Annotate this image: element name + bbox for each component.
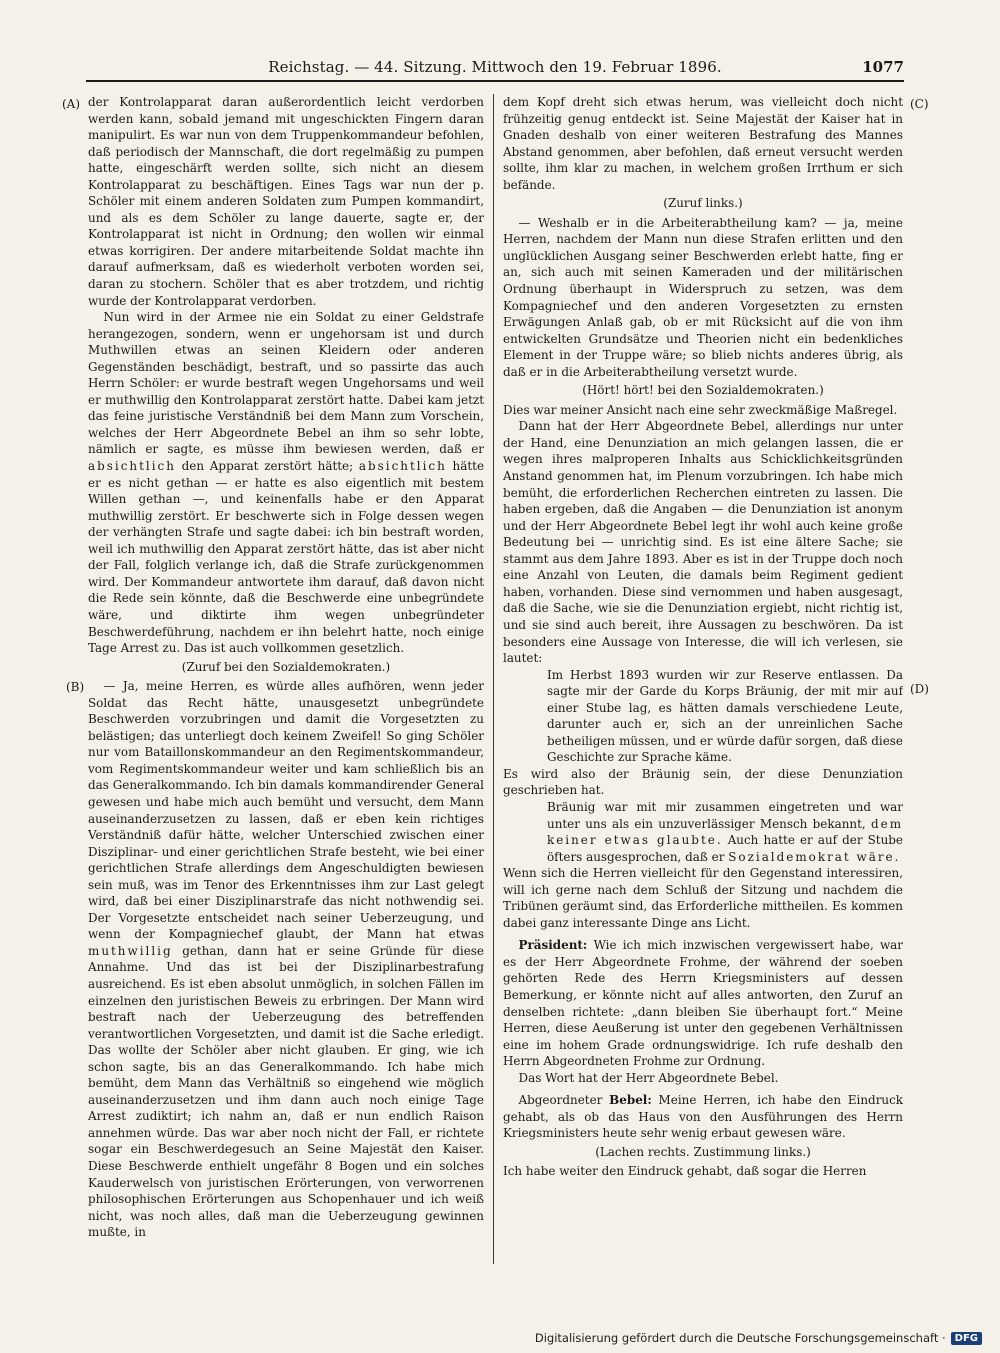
right-paragraph-3: Dies war meiner Ansicht nach eine sehr zweckmäßige Maßregel. [503, 402, 898, 417]
margin-marker-a: (A) [62, 97, 81, 111]
interjection: (Zuruf links.) [663, 196, 743, 211]
text-run: Nun wird in der Armee nie ein Soldat zu einer Geldstrafe herangezogen, sondern, wenn er ungehorsam ist und durch Muthwillen etwas an seinen Kleidern oder anderen Gegenständen beschädigt, bestraft, und so passirte das auch Herrn Schöler: er wurde bestraft wegen Ungehorsams und weil er muthwillig den Kontrolapparat zerstört hatte. Dabei kam jetzt das feine juristische Verständniß bei dem Mann zum Vorschein, welches der Herr Abgeordnete Bebel an ihm so sehr lobte, nämlich er sagte, es müsse ihm bewiesen werden, daß er [88, 310, 484, 457]
speaker-label: Bebel: [609, 1093, 652, 1108]
page-title: Reichstag. — 44. Sitzung. Mittwoch den 19. Februar 1896. [268, 58, 722, 76]
page-number: 1077 [862, 58, 904, 76]
text-run: gethan, dann hat er seine Gründe für diese Annahme. Und das ist bei der Disziplinarbestrafung ausreichend. Es ist eben absolut unmöglich, in solchen Fällen im einzelnen den juristischen Beweis zu erbringen. Der Mann wird bestraft nach der Ueberzeugung des betreffenden verantwortlichen Vorgesetzten, und damit ist die Sache erledigt. Das wollte der Schöler aber nicht glauben. Er ging, wie ich schon sagte, bis an das Generalkommando. Ich habe mich bemüht, dem Mann das Verhältniß so eingehend wie möglich auseinanderzusetzen und ihm dann auch noch einige Tage Arrest zudiktirt; ich nahm an, daß er nun endlich Raison annehmen würde. Das war aber noch nicht der Fall, er richtete sogar ein Beschwerdegesuch an Seine Majestät den Kaiser. Diese Beschwerde enthielt ungefähr 8 Bogen und ein solches Kauderwelsch von juristischen Erörterungen, von verworrenen philosophischen Erörterungen aus Schopenhauer und ich weiß nicht, was noch alles, daß man die Ueberzeugung gewinnen mußte, in [88, 943, 484, 1240]
text-run: hätte er es nicht gethan — er hatte es also eigentlich mit bestem Willen gethan —, und keinenfalls habe er den Apparat muthwillig zerstört. Er beschwerte sich in Folge dessen wegen der verhängten Strafe und sagte dabei: ich bin bestraft worden, weil ich muthwillig den Apparat zerstört hätte, das ist aber nicht der Fall, folglich verlange ich, daß die Strafe zurückgenommen wird. Der Kommandeur antwortete ihm darauf, daß davon nicht die Rede sein könnte, daß die Beschwerde eine unbegründete wäre, und diktirte ihm wegen unbegründeter Beschwerdeführung, nachdem er ihn belehrt hatte, noch einige Tage Arrest zu. Das ist auch vollkommen gesetzlich. [88, 459, 484, 656]
emphasis-run: absichtlich [88, 459, 176, 474]
emphasis-run: dem keiner etwas glaubte. [547, 816, 903, 848]
footer-text: Digitalisierung gefördert durch die Deutsche Forschungsgemeinschaft · [534, 1331, 946, 1345]
right-paragraph-8: Das Wort hat der Herr Abgeordnete Bebel. [518, 1070, 779, 1085]
text-run: Meine Herren, ich habe den Eindruck gehabt, als ob das Haus von den Ausführungen des Herrn Kriegsministers heute sehr wenig erbaut gewesen wäre. [503, 1093, 903, 1141]
emphasis-run: Sozialdemokrat wäre. [728, 849, 901, 864]
margin-marker-b: (B) [66, 680, 85, 694]
text-run: — Ja, meine Herren, es würde alles aufhören, wenn jeder Soldat das Recht hätte, unausgesetzt unbegründete Beschwerden vorzubringen und damit die Vorgesetzten zu belästigen; das unterliegt doch keinem Zweifel! So ging Schöler nur vom Bataillonskommandeur an den Regimentskommandeur, vom Regimentskommandeur weiter und kam schließlich bis an das Generalkommando. Ich bin damals kommandirender General gewesen und habe mich auch bemüht und versucht, dem Mann auseinanderzusetzen zu lassen, daß er eben kein richtiges Verständniß dafür hätte, welcher Unterschied zwischen einer Disziplinar- und einer gerichtlichen Strafe besteht, wie bei einer gerichtlichen Strafe allerdings dem Angeschuldigten bewiesen sein muß, was im Tenor des Erkenntnisses ihm zur Last gelegt wird, daß bei einer Disziplinarstrafe das nicht nothwendig sei. Der Vorgesetzte entscheidet nach seiner Ueberzeugung, und wenn der Kompagniechef glaubt, der Mann hat etwas [88, 679, 484, 942]
right-paragraph-2: — Weshalb er in die Arbeiterabtheilung kam? — ja, meine Herren, nachdem der Mann nun diese Strafen erlitten und den unglücklichen Ausgang seiner Beschwerden erlebt hatte, fing er an, sich auch mit seinen Kameraden und der militärischen Ordnung überhaupt in Widerspruch zu setzen, was dem Kompagniechef und den anderen Vorgesetzten zu ernsten Erwägungen Anlaß gab, ob er mit Rücksicht auf die von ihm entwickelten Grundsätze und Theorien nicht ein bedenkliches Element in der Truppe wäre; so blieb nichts anderes übrig, als daß er in die Arbeiterabtheilung versetzt wurde. [503, 215, 903, 379]
right-paragraph-10: Ich habe weiter den Eindruck gehabt, daß sogar die Herren [503, 1164, 867, 1179]
margin-marker-c: (C) [910, 97, 929, 111]
page-header [86, 56, 904, 78]
quotation-1: Im Herbst 1893 wurden wir zur Reserve entlassen. Da sagte mir der Garde du Korps Bräunig, der mit mir auf einer Stube lag, es hätten damals verschiedene Leute, darunter auch er, sich an der unreinlichen Sache betheiligen müssen, und er würde dafür sorgen, daß diese Geschichte zur Sprache käme. [547, 667, 903, 765]
speaker-prefix: Abgeordneter [518, 1093, 603, 1108]
column-divider [493, 94, 494, 1264]
speaker-label: Präsident: [518, 938, 588, 953]
header-rule [86, 80, 904, 82]
left-column [88, 94, 484, 1262]
right-paragraph-5: Es wird also der Bräunig sein, der diese Denunziation geschrieben hat. [503, 766, 903, 798]
interjection: (Hört! hört! bei den Sozialdemokraten.) [582, 383, 824, 398]
margin-marker-d: (D) [910, 682, 929, 696]
interjection: (Lachen rechts. Zustimmung links.) [595, 1144, 811, 1159]
right-column [503, 94, 903, 1262]
text-run: Bräunig war mit mir zusammen eingetreten und war unter uns als ein unzuverlässiger Mensch bekannt, [547, 799, 903, 831]
right-paragraph-4: Dann hat der Herr Abgeordnete Bebel, allerdings nur unter der Hand, eine Denunziation an mich gelangen lassen, die er wegen ihres malproperen Inhalts aus Schicklichkeitsgründen Anstand genommen hat, im Plenum vorzubringen. Ich habe mich bemüht, die erforderlichen Recherchen eintreten zu lassen. Die haben ergeben, daß die Angaben — die Denunziation ist anonym und der Herr Abgeordnete Bebel legt ihr wohl auch keine große Bedeutung bei — unrichtig sind. Es ist eine ältere Sache; sie stammt aus dem Jahre 1893. Aber es ist in der Truppe doch noch eine Anzahl von Leuten, die damals beim Regiment gedient haben, vorhanden. Diese sind vernommen und haben ausgesagt, daß die Sache, wie sie die Denunziation ergiebt, nicht richtig ist, und sie sind auch bereit, ihre Aussagen zu beschwören. Da ist besonders eine Aussage von Interesse, die will ich verlesen, sie lautet: [503, 419, 903, 666]
president-paragraph [503, 937, 903, 1069]
text-run: Auch hatte er auf der Stube öfters ausgesprochen, daß er [547, 833, 903, 864]
left-paragraph-3 [88, 678, 484, 1241]
quotation-2 [547, 799, 903, 865]
left-paragraph-1: der Kontrolapparat daran außerordentlich leicht verdorben werden kann, sobald jemand mit ungeschickten Fingern daran manipulirt. Es war nun von dem Truppenkommandeur befohlen, daß periodisch der Mannschaft, die dort regelmäßig zu pumpen hatte, eingeschärft werden sollte, sich nicht an diesem Kontrolapparat zu beschäftigen. Eines Tags war nun der p. Schöler mit einem anderen Soldaten zum Pumpen kommandirt, und als es dem Schöler zu lange dauerte, sagte er, der Kontrolapparat ist nicht in Ordnung; den wollen wir einmal etwas korrigiren. Der andere mitarbeitende Soldat machte ihn darauf aufmerksam, daß es wiederholt verboten worden sei, daran zu stochern. Schöler that es aber trotzdem, und richtig wurde der Kontrolapparat verdorben. [88, 95, 484, 308]
emphasis-run: muthwillig [88, 943, 173, 958]
footer [535, 1331, 982, 1345]
text-run: Wie ich mich inzwischen vergewissert habe, war es der Herr Abgeordnete Frohme, der während der soeben gehörten Rede des Herrn Kriegsministers auf dessen Bemerkung, er könnte nicht auf alles antworten, den Zuruf an denselben richtete: „dann bleiben Sie überhaupt fort.“ Meine Herren, diese Aeußerung ist unter den gegebenen Verhältnissen eine im hohem Grade ordnungswidrige. Ich rufe deshalb den Herrn Abgeordneten Frohme zur Ordnung. [503, 938, 903, 1069]
bebel-paragraph [503, 1092, 903, 1142]
right-paragraph-6: Wenn sich die Herren vielleicht für den Gegenstand interessiren, will ich gerne nach dem Schluß der Sitzung und nachdem die Tribünen geräumt sind, das Erforderliche mittheilen. Es kommen dabei ganz interessante Dinge ans Licht. [503, 866, 903, 930]
interjection: (Zuruf bei den Sozialdemokraten.) [181, 659, 391, 674]
dfg-logo: DFG [951, 1332, 982, 1345]
left-paragraph-2 [88, 309, 484, 656]
emphasis-run: absichtlich [358, 459, 447, 474]
right-paragraph-1: dem Kopf dreht sich etwas herum, was vielleicht doch nicht frühzeitig genug entdeckt ist. Seine Majestät der Kaiser hat in Gnaden deshalb von einer weiteren Bestrafung des Mannes Abstand genommen, aber befohlen, daß erneut versucht werden sollte, ihm klar zu machen, in welchem großen Irrthum er sich befände. [503, 95, 903, 192]
text-run: den Apparat zerstört hätte; [181, 459, 354, 474]
